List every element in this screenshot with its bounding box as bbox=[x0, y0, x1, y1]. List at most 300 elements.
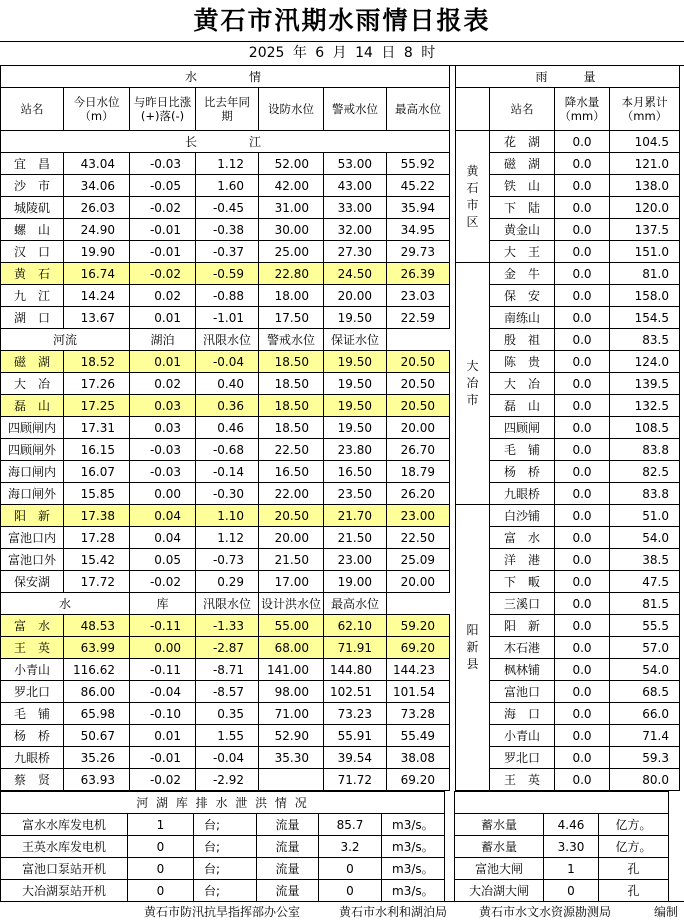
rain-month-total: 139.5 bbox=[610, 373, 680, 395]
rain-month-total: 81.0 bbox=[610, 263, 680, 285]
storage-value: 0 bbox=[544, 880, 599, 902]
rain-station-row bbox=[456, 593, 680, 615]
station-yoy: -0.04 bbox=[196, 351, 259, 373]
station-diff: -0.03 bbox=[130, 153, 196, 175]
rain-station-name: 富池口 bbox=[490, 681, 555, 703]
drainage-row bbox=[1, 814, 669, 836]
drainage-header: 河 湖 库 排 水 泄 洪 情 况 bbox=[1, 792, 445, 814]
station-max: 73.28 bbox=[387, 703, 450, 725]
station-max: 26.20 bbox=[387, 483, 450, 505]
rain-station-row bbox=[456, 241, 680, 263]
station-level: 34.06 bbox=[64, 175, 130, 197]
station-yoy: -0.04 bbox=[196, 747, 259, 769]
station-guard: 42.00 bbox=[259, 175, 324, 197]
station-row bbox=[1, 153, 450, 175]
rain-station-row bbox=[456, 725, 680, 747]
footer-compiled: 编制 bbox=[654, 905, 679, 919]
station-name: 富 水 bbox=[1, 615, 64, 637]
station-guard: 71.00 bbox=[259, 703, 324, 725]
station-warn: 32.00 bbox=[324, 219, 387, 241]
station-row bbox=[1, 373, 450, 395]
drainage-flow-label: 流量 bbox=[257, 858, 319, 880]
rain-month-total: 104.5 bbox=[610, 131, 680, 153]
rain-amount: 0.0 bbox=[555, 681, 610, 703]
rain-station-row bbox=[456, 703, 680, 725]
rain-amount: 0.0 bbox=[555, 659, 610, 681]
rain-district-label: 阳新县 bbox=[466, 623, 479, 671]
rain-month-total: 158.0 bbox=[610, 285, 680, 307]
drainage-facility: 王英水库发电机 bbox=[1, 836, 128, 858]
station-guard: 21.50 bbox=[259, 549, 324, 571]
station-row bbox=[1, 351, 450, 373]
rain-amount: 0.0 bbox=[555, 351, 610, 373]
station-warn: 19.00 bbox=[324, 571, 387, 593]
storage-label: 蓄水量 bbox=[455, 814, 544, 836]
rain-station-name: 南练山 bbox=[490, 307, 555, 329]
station-level: 17.25 bbox=[64, 395, 130, 417]
station-guard: 22.80 bbox=[259, 263, 324, 285]
river-section-header: 长 江 bbox=[1, 131, 450, 153]
drainage-count: 0 bbox=[128, 858, 194, 880]
subsection-label-b: 湖泊 bbox=[130, 329, 196, 351]
station-diff: -0.01 bbox=[130, 241, 196, 263]
rain-station-name: 海 口 bbox=[490, 703, 555, 725]
station-name: 阳 新 bbox=[1, 505, 64, 527]
station-row bbox=[1, 395, 450, 417]
rain-amount: 0.0 bbox=[555, 219, 610, 241]
rain-amount: 0.0 bbox=[555, 703, 610, 725]
station-name: 王 英 bbox=[1, 637, 64, 659]
rain-station-row bbox=[456, 395, 680, 417]
station-name: 小青山 bbox=[1, 659, 64, 681]
rain-amount: 0.0 bbox=[555, 637, 610, 659]
station-yoy: 1.12 bbox=[196, 527, 259, 549]
rain-month-total: 82.5 bbox=[610, 461, 680, 483]
rain-month-total: 137.5 bbox=[610, 219, 680, 241]
station-diff: 0.03 bbox=[130, 417, 196, 439]
station-yoy: -0.73 bbox=[196, 549, 259, 571]
rain-station-row bbox=[456, 769, 680, 791]
station-max: 26.39 bbox=[387, 263, 450, 285]
subsection-col-d: 警戒水位 bbox=[259, 329, 324, 351]
station-name: 保安湖 bbox=[1, 571, 64, 593]
rain-station-row bbox=[456, 175, 680, 197]
station-diff: 0.03 bbox=[130, 395, 196, 417]
station-diff: -0.02 bbox=[130, 263, 196, 285]
station-yoy: 0.35 bbox=[196, 703, 259, 725]
station-guard: 30.00 bbox=[259, 219, 324, 241]
drainage-flow-unit: m3/s。 bbox=[382, 814, 445, 836]
station-max: 35.94 bbox=[387, 197, 450, 219]
rain-amount: 0.0 bbox=[555, 153, 610, 175]
rain-station-name: 陈 贵 bbox=[490, 351, 555, 373]
rain-month-total: 138.0 bbox=[610, 175, 680, 197]
rain-district-header-blank bbox=[456, 88, 490, 131]
station-yoy: 0.36 bbox=[196, 395, 259, 417]
station-warn: 53.00 bbox=[324, 153, 387, 175]
subsection-col-e: 最高水位 bbox=[324, 593, 387, 615]
station-guard: 16.50 bbox=[259, 461, 324, 483]
station-warn: 20.00 bbox=[324, 285, 387, 307]
rain-station-name: 小青山 bbox=[490, 725, 555, 747]
station-diff: 0.01 bbox=[130, 725, 196, 747]
rain-month-total: 81.5 bbox=[610, 593, 680, 615]
station-warn: 71.91 bbox=[324, 637, 387, 659]
station-row bbox=[1, 307, 450, 329]
rain-station-name: 四顾闸 bbox=[490, 417, 555, 439]
rain-station-name: 铁 山 bbox=[490, 175, 555, 197]
drainage-flow-label: 流量 bbox=[257, 880, 319, 902]
rain-amount: 0.0 bbox=[555, 131, 610, 153]
rain-amount: 0.0 bbox=[555, 527, 610, 549]
station-name: 湖 口 bbox=[1, 307, 64, 329]
station-warn: 23.00 bbox=[324, 549, 387, 571]
station-level: 17.31 bbox=[64, 417, 130, 439]
rain-station-name: 磊 山 bbox=[490, 395, 555, 417]
station-name: 黄 石 bbox=[1, 263, 64, 285]
station-level: 17.38 bbox=[64, 505, 130, 527]
station-max: 69.20 bbox=[387, 769, 450, 791]
rain-amount: 0.0 bbox=[555, 483, 610, 505]
station-level: 35.26 bbox=[64, 747, 130, 769]
station-row bbox=[1, 725, 450, 747]
rain-amount: 0.0 bbox=[555, 307, 610, 329]
station-warn: 23.80 bbox=[324, 439, 387, 461]
station-row bbox=[1, 461, 450, 483]
station-yoy: -0.45 bbox=[196, 197, 259, 219]
drainage-flow: 3.2 bbox=[319, 836, 382, 858]
station-warn: 71.72 bbox=[324, 769, 387, 791]
station-max: 38.08 bbox=[387, 747, 450, 769]
drainage-unit: 台; bbox=[194, 858, 257, 880]
station-guard: 18.50 bbox=[259, 417, 324, 439]
station-max: 34.95 bbox=[387, 219, 450, 241]
station-yoy: 1.10 bbox=[196, 505, 259, 527]
rain-amount: 0.0 bbox=[555, 571, 610, 593]
subsection-col-c: 汛限水位 bbox=[196, 329, 259, 351]
water-col-header: 与昨日比涨(+)落(-) bbox=[130, 88, 196, 131]
footer-org-flood: 黄石市防汛抗旱指挥部办公室 bbox=[144, 905, 301, 919]
storage-value: 4.46 bbox=[544, 814, 599, 836]
station-guard: 17.00 bbox=[259, 571, 324, 593]
station-row bbox=[1, 241, 450, 263]
station-diff: -0.11 bbox=[130, 615, 196, 637]
rain-month-total: 57.0 bbox=[610, 637, 680, 659]
station-yoy: -0.37 bbox=[196, 241, 259, 263]
drainage-flow: 0 bbox=[319, 858, 382, 880]
station-name: 蔡 贤 bbox=[1, 769, 64, 791]
rain-district bbox=[456, 131, 490, 263]
station-yoy: -0.59 bbox=[196, 263, 259, 285]
station-warn: 19.50 bbox=[324, 307, 387, 329]
rain-station-name: 毛 铺 bbox=[490, 439, 555, 461]
station-diff: 0.02 bbox=[130, 373, 196, 395]
station-guard: 22.00 bbox=[259, 483, 324, 505]
rain-station-row bbox=[456, 505, 680, 527]
drainage-flow: 0 bbox=[319, 880, 382, 902]
station-yoy: -1.01 bbox=[196, 307, 259, 329]
station-warn: 21.50 bbox=[324, 527, 387, 549]
station-guard: 22.50 bbox=[259, 439, 324, 461]
rain-month-total: 80.0 bbox=[610, 769, 680, 791]
station-max: 55.49 bbox=[387, 725, 450, 747]
station-warn: 62.10 bbox=[324, 615, 387, 637]
rain-station-name: 木石港 bbox=[490, 637, 555, 659]
station-yoy: 0.40 bbox=[196, 373, 259, 395]
rain-amount: 0.0 bbox=[555, 439, 610, 461]
drainage-flow: 85.7 bbox=[319, 814, 382, 836]
drainage-facility: 富水水库发电机 bbox=[1, 814, 128, 836]
station-level: 17.26 bbox=[64, 373, 130, 395]
station-yoy: 0.46 bbox=[196, 417, 259, 439]
station-guard: 20.00 bbox=[259, 527, 324, 549]
station-row bbox=[1, 615, 450, 637]
rain-amount: 0.0 bbox=[555, 505, 610, 527]
drainage-facility: 大冶湖泵站开机 bbox=[1, 880, 128, 902]
rain-station-row bbox=[456, 219, 680, 241]
station-yoy: 1.55 bbox=[196, 725, 259, 747]
rain-station-row bbox=[456, 329, 680, 351]
rain-station-row bbox=[456, 351, 680, 373]
station-warn: 39.54 bbox=[324, 747, 387, 769]
water-col-header: 最高水位 bbox=[387, 88, 450, 131]
station-row bbox=[1, 439, 450, 461]
rain-station-name: 金 牛 bbox=[490, 263, 555, 285]
station-diff: -0.01 bbox=[130, 747, 196, 769]
station-guard: 18.00 bbox=[259, 285, 324, 307]
rainfall-table bbox=[455, 65, 680, 791]
station-row bbox=[1, 417, 450, 439]
drainage-unit: 台; bbox=[194, 836, 257, 858]
rain-station-name: 王 英 bbox=[490, 769, 555, 791]
station-max: 26.70 bbox=[387, 439, 450, 461]
station-diff: 0.04 bbox=[130, 527, 196, 549]
rain-amount: 0.0 bbox=[555, 615, 610, 637]
station-row bbox=[1, 483, 450, 505]
station-name: 螺 山 bbox=[1, 219, 64, 241]
station-max: 29.73 bbox=[387, 241, 450, 263]
rain-station-name: 花 湖 bbox=[490, 131, 555, 153]
water-col-header: 今日水位（m） bbox=[64, 88, 130, 131]
station-name: 毛 铺 bbox=[1, 703, 64, 725]
rain-station-row bbox=[456, 439, 680, 461]
station-row bbox=[1, 747, 450, 769]
station-name: 海口闸外 bbox=[1, 483, 64, 505]
station-yoy: -1.33 bbox=[196, 615, 259, 637]
station-yoy: -2.92 bbox=[196, 769, 259, 791]
station-name: 大 冶 bbox=[1, 373, 64, 395]
station-name: 磊 山 bbox=[1, 395, 64, 417]
station-max: 69.20 bbox=[387, 637, 450, 659]
station-guard: 18.50 bbox=[259, 351, 324, 373]
station-level: 24.90 bbox=[64, 219, 130, 241]
rain-month-total: 59.3 bbox=[610, 747, 680, 769]
rain-station-name: 洋 港 bbox=[490, 549, 555, 571]
drainage-row bbox=[1, 880, 669, 902]
station-warn: 23.50 bbox=[324, 483, 387, 505]
rain-amount: 0.0 bbox=[555, 769, 610, 791]
storage-label: 富池大闸 bbox=[455, 858, 544, 880]
rain-station-name: 三溪口 bbox=[490, 593, 555, 615]
station-warn: 24.50 bbox=[324, 263, 387, 285]
rain-station-name: 黄金山 bbox=[490, 219, 555, 241]
station-row bbox=[1, 549, 450, 571]
rain-section-header: 雨 量 bbox=[456, 66, 680, 88]
rain-station-name: 大 王 bbox=[490, 241, 555, 263]
drainage-count: 0 bbox=[128, 880, 194, 902]
station-warn: 73.23 bbox=[324, 703, 387, 725]
station-warn: 16.50 bbox=[324, 461, 387, 483]
rain-month-total: 47.5 bbox=[610, 571, 680, 593]
station-max: 22.59 bbox=[387, 307, 450, 329]
rain-station-row bbox=[456, 637, 680, 659]
rain-station-name: 磁 湖 bbox=[490, 153, 555, 175]
drainage-flow-unit: m3/s。 bbox=[382, 836, 445, 858]
water-table-wrapper bbox=[0, 65, 450, 791]
station-warn: 33.00 bbox=[324, 197, 387, 219]
station-level: 19.90 bbox=[64, 241, 130, 263]
rain-station-row bbox=[456, 483, 680, 505]
station-level: 14.24 bbox=[64, 285, 130, 307]
station-yoy: -0.68 bbox=[196, 439, 259, 461]
station-diff: -0.05 bbox=[130, 175, 196, 197]
station-max: 45.22 bbox=[387, 175, 450, 197]
drainage-section bbox=[0, 791, 669, 902]
rain-amount: 0.0 bbox=[555, 747, 610, 769]
rain-station-row bbox=[456, 285, 680, 307]
station-row bbox=[1, 527, 450, 549]
rain-table-wrapper bbox=[455, 65, 680, 791]
station-max: 23.03 bbox=[387, 285, 450, 307]
rain-amount: 0.0 bbox=[555, 373, 610, 395]
water-col-header: 比去年同 期 bbox=[196, 88, 259, 131]
water-col-header: 警戒水位 bbox=[324, 88, 387, 131]
footer-org-hydro: 黄石市水文水资源勘测局 bbox=[479, 905, 612, 919]
station-yoy: -0.38 bbox=[196, 219, 259, 241]
subsection-label-a: 水 bbox=[1, 593, 130, 615]
station-diff: -0.03 bbox=[130, 439, 196, 461]
drainage-flow-label: 流量 bbox=[257, 814, 319, 836]
drainage-row bbox=[1, 836, 669, 858]
station-guard bbox=[259, 769, 324, 791]
subsection-col-d: 设计洪水位 bbox=[259, 593, 324, 615]
station-level: 15.42 bbox=[64, 549, 130, 571]
station-max: 20.00 bbox=[387, 571, 450, 593]
station-diff: 0.05 bbox=[130, 549, 196, 571]
station-max: 144.23 bbox=[387, 659, 450, 681]
station-yoy: 1.12 bbox=[196, 153, 259, 175]
station-guard: 52.90 bbox=[259, 725, 324, 747]
rain-station-row bbox=[456, 527, 680, 549]
subsection-header bbox=[1, 329, 450, 351]
station-diff: -0.01 bbox=[130, 219, 196, 241]
station-row bbox=[1, 175, 450, 197]
rain-station-row bbox=[456, 263, 680, 285]
station-guard: 52.00 bbox=[259, 153, 324, 175]
station-guard: 17.50 bbox=[259, 307, 324, 329]
storage-unit: 孔 bbox=[599, 880, 669, 902]
station-diff: -0.03 bbox=[130, 461, 196, 483]
rain-station-row bbox=[456, 153, 680, 175]
subsection-header bbox=[1, 593, 450, 615]
rain-station-row bbox=[456, 197, 680, 219]
station-row bbox=[1, 571, 450, 593]
station-level: 116.62 bbox=[64, 659, 130, 681]
report-date: 2025 年 6 月 14 日 8 时 bbox=[0, 41, 684, 66]
station-name: 宜 昌 bbox=[1, 153, 64, 175]
station-level: 63.93 bbox=[64, 769, 130, 791]
station-max: 18.79 bbox=[387, 461, 450, 483]
station-yoy: -8.71 bbox=[196, 659, 259, 681]
drainage-flow-label: 流量 bbox=[257, 836, 319, 858]
station-row bbox=[1, 659, 450, 681]
rain-station-name: 下 陆 bbox=[490, 197, 555, 219]
storage-unit: 亿方。 bbox=[599, 814, 669, 836]
station-name: 沙 市 bbox=[1, 175, 64, 197]
station-row bbox=[1, 769, 450, 791]
station-diff: -0.11 bbox=[130, 659, 196, 681]
rain-station-row bbox=[456, 571, 680, 593]
rain-month-total: 83.8 bbox=[610, 483, 680, 505]
rain-month-total: 120.0 bbox=[610, 197, 680, 219]
drainage-table bbox=[0, 791, 669, 902]
station-max: 59.20 bbox=[387, 615, 450, 637]
rain-station-row bbox=[456, 417, 680, 439]
station-row bbox=[1, 703, 450, 725]
rain-station-name: 下 畈 bbox=[490, 571, 555, 593]
rain-amount: 0.0 bbox=[555, 593, 610, 615]
rain-amount: 0.0 bbox=[555, 725, 610, 747]
station-level: 86.00 bbox=[64, 681, 130, 703]
station-row bbox=[1, 681, 450, 703]
rain-station-name: 九眼桥 bbox=[490, 483, 555, 505]
station-max: 20.50 bbox=[387, 373, 450, 395]
station-warn: 144.80 bbox=[324, 659, 387, 681]
station-level: 17.28 bbox=[64, 527, 130, 549]
rain-station-name: 枫林铺 bbox=[490, 659, 555, 681]
rain-month-total: 83.5 bbox=[610, 329, 680, 351]
station-name: 九 江 bbox=[1, 285, 64, 307]
storage-label: 大冶湖大闸 bbox=[455, 880, 544, 902]
rain-station-row bbox=[456, 131, 680, 153]
subsection-col-e: 保证水位 bbox=[324, 329, 387, 351]
station-max: 25.09 bbox=[387, 549, 450, 571]
rain-month-total: 121.0 bbox=[610, 153, 680, 175]
station-guard: 25.00 bbox=[259, 241, 324, 263]
station-guard: 141.00 bbox=[259, 659, 324, 681]
rain-month-total: 83.8 bbox=[610, 439, 680, 461]
water-col-header: 站名 bbox=[1, 88, 64, 131]
station-warn: 102.51 bbox=[324, 681, 387, 703]
station-yoy: -0.14 bbox=[196, 461, 259, 483]
station-diff: -0.02 bbox=[130, 571, 196, 593]
station-yoy: -8.57 bbox=[196, 681, 259, 703]
rain-amount: 0.0 bbox=[555, 417, 610, 439]
rain-col-header: 本月累计（mm） bbox=[610, 88, 680, 131]
station-name: 城陵矶 bbox=[1, 197, 64, 219]
station-warn: 43.00 bbox=[324, 175, 387, 197]
subsection-label-a: 河流 bbox=[1, 329, 130, 351]
storage-value: 3.30 bbox=[544, 836, 599, 858]
station-level: 65.98 bbox=[64, 703, 130, 725]
drainage-header-right bbox=[455, 792, 669, 814]
drainage-count: 1 bbox=[128, 814, 194, 836]
station-warn: 19.50 bbox=[324, 373, 387, 395]
rain-station-name: 富 水 bbox=[490, 527, 555, 549]
station-max: 20.00 bbox=[387, 417, 450, 439]
rain-station-name: 罗北口 bbox=[490, 747, 555, 769]
station-diff: -0.10 bbox=[130, 703, 196, 725]
